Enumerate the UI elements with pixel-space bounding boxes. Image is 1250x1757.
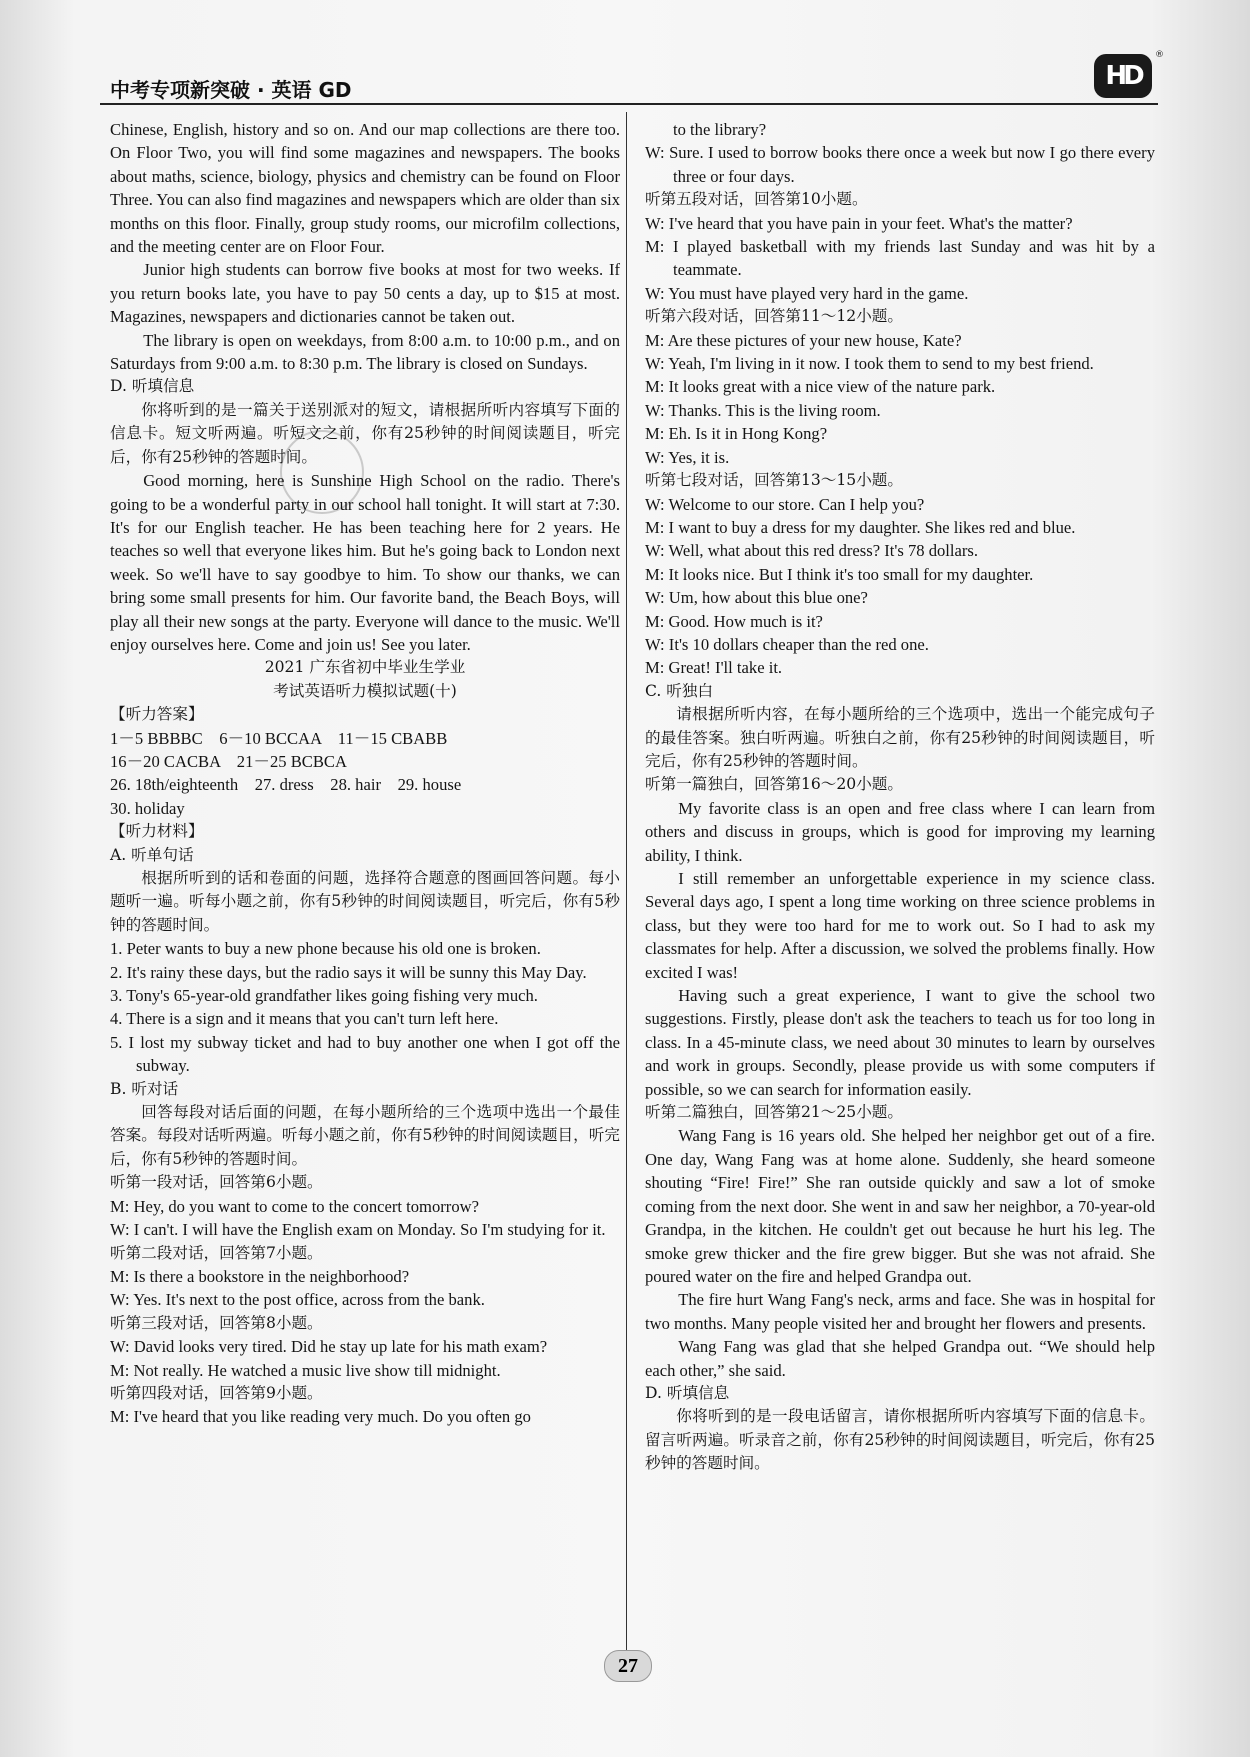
dialogue-heading: 听第五段对话，回答第10小题。	[645, 190, 868, 209]
left-column	[110, 118, 620, 1429]
right-column	[645, 118, 1155, 1476]
dialogue-line: M: Hey, do you want to come to the concert tomorrow?	[110, 1196, 479, 1216]
dialogue-line: W: Yes. It's next to the post office, across from the bank.	[110, 1290, 485, 1310]
section-heading: D. 听填信息	[110, 377, 195, 396]
running-header: 中考专项新突破 · 英语 GD	[110, 78, 352, 102]
instructions: 你将听到的是一篇关于送别派对的短文，请根据所听内容填写下面的信息卡。短文听两遍。听短文之前，你有25秒钟的时间阅读题目，听完后，你有25秒钟的答题时间。	[110, 400, 620, 466]
instructions: 你将听到的是一段电话留言，请你根据所听内容填写下面的信息卡。留言听两遍。听录音之前，你有25秒钟的时间阅读题目，听完后，你有25秒钟的答题时间。	[645, 1407, 1155, 1473]
paragraph: Wang Fang is 16 years old. She helped her neighbor get out of a fire. One day, Wang Fang was at home alone. Suddenly, she heard someone shouting “Fire! Fire!” She ran outside quickly and saw a lot of smoke coming from the next door. She went in and saw her neighbor, a 70-year-old Grandpa, in the kitchen. He couldn't get out because he hurt his leg. The smoke grew thicker and the fire grew bigger. But she was not afraid. She poured water on the fire and helped Grandpa out.	[645, 1126, 1155, 1286]
section-heading: A. 听单句话	[110, 845, 194, 864]
answers-heading: 【听力答案】	[110, 705, 204, 724]
dialogue-heading: 听第四段对话，回答第9小题。	[110, 1383, 323, 1402]
numbered-sentence: 2. It's rainy these days, but the radio says it will be sunny this May Day.	[110, 962, 587, 982]
answer-line: 30. holiday	[110, 798, 185, 818]
header-rule	[100, 103, 1158, 105]
dialogue-line: W: You must have played very hard in the game.	[645, 283, 969, 303]
numbered-sentence: 5. I lost my subway ticket and had to buy another one when I got off the subway.	[110, 1032, 620, 1076]
dialogue-line: W: Yeah, I'm living in it now. I took them to send to my best friend.	[645, 354, 1094, 374]
dialogue-line: to the library?	[673, 120, 767, 139]
dialogue-heading: 听第三段对话，回答第8小题。	[110, 1313, 323, 1332]
section-heading: B. 听对话	[110, 1079, 179, 1098]
dialogue-line: W: Well, what about this red dress? It's 78 dollars.	[645, 541, 979, 561]
paragraph: The library is open on weekdays, from 8:00 a.m. to 10:00 p.m., and on Saturdays from 9:00 a.m. to 8:30 p.m. The library is closed on Sundays.	[110, 330, 620, 374]
monologue-heading: 听第二篇独白，回答第21～25小题。	[645, 1103, 903, 1122]
dialogue-line: M: I've heard that you like reading very much. Do you often go	[110, 1407, 531, 1427]
paragraph: I still remember an unforgettable experience in my science class. Several days ago, I spent a long time working on three science problems in class, but they were too hard for me to work out. So I had to ask my classmates for help. After a discussion, we solved the problems finally. How excited I was!	[645, 869, 1155, 982]
paragraph: Chinese, English, history and so on. And our map collections are there too. On Floor Two, you will find some magazines and newspapers. The books about maths, science, biology, physics and chemistry can be found on Floor Three. You can also find magazines and newspapers which are older than six months on this floor. Finally, group study rooms, our microfilm collections, and the meeting center are on Floor Four.	[110, 120, 620, 257]
dialogue-line: W: It's 10 dollars cheaper than the red one.	[645, 634, 929, 654]
dialogue-line: M: I want to buy a dress for my daughter. She likes red and blue.	[645, 517, 1076, 537]
test-title-line-2: 考试英语听力模拟试题(十)	[273, 681, 457, 700]
dialogue-line: W: Welcome to our store. Can I help you?	[645, 494, 925, 514]
dialogue-line: M: It looks nice. But I think it's too small for my daughter.	[645, 564, 1034, 584]
dialogue-heading: 听第六段对话，回答第11～12小题。	[645, 307, 903, 326]
dialogue-heading: 听第一段对话，回答第6小题。	[110, 1173, 323, 1192]
dialogue-line: W: David looks very tired. Did he stay up late for his math exam?	[110, 1337, 548, 1357]
column-divider	[626, 112, 627, 1667]
section-heading: C. 听独白	[645, 681, 714, 700]
monologue-heading: 听第一篇独白，回答第16～20小题。	[645, 775, 903, 794]
registered-mark: ®	[1155, 50, 1164, 60]
answer-line: 16－20 CACBA 21－25 BCBCA	[110, 751, 347, 771]
dialogue-line: W: Um, how about this blue one?	[645, 588, 868, 608]
answer-line: 1－5 BBBBC 6－10 BCCAA 11－15 CBABB	[110, 728, 448, 748]
section-heading: D. 听填信息	[645, 1383, 730, 1402]
paragraph: My favorite class is an open and free class where I can learn from others and discuss in groups, which is good for improving my learning ability, I think.	[645, 798, 1155, 865]
instructions: 回答每段对话后面的问题，在每小题所给的三个选项中选出一个最佳答案。每段对话听两遍。听每小题之前，你有5秒钟的时间阅读题目，听完后，你有5秒钟的答题时间。	[110, 1103, 620, 1168]
paragraph: Wang Fang was glad that she helped Grandpa out. “We should help each other,” she said.	[645, 1337, 1155, 1380]
paragraph: The fire hurt Wang Fang's neck, arms and face. She was in hospital for two months. Many people visited her and brought her flowers and presents.	[645, 1290, 1155, 1333]
instructions: 根据所听到的话和卷面的问题，选择符合题意的图画回答问题。每小题听一遍。听每小题之前，你有5秒钟的时间阅读题目，听完后，你有5秒钟的答题时间。	[110, 869, 620, 934]
publisher-logo: HD	[1094, 54, 1152, 98]
dialogue-line: M: Are these pictures of your new house, Kate?	[645, 330, 962, 350]
test-title-line-1: 2021 广东省初中毕业生学业	[264, 658, 466, 677]
dialogue-line: W: I can't. I will have the English exam on Monday. So I'm studying for it.	[110, 1220, 606, 1240]
dialogue-line: W: Yes, it is.	[645, 447, 730, 467]
materials-heading: 【听力材料】	[110, 822, 204, 841]
dialogue-heading: 听第二段对话，回答第7小题。	[110, 1243, 323, 1262]
numbered-sentence: 1. Peter wants to buy a new phone because his old one is broken.	[110, 939, 541, 959]
numbered-sentence: 3. Tony's 65-year-old grandfather likes going fishing very much.	[110, 986, 538, 1006]
numbered-sentence: 4. There is a sign and it means that you can't turn left here.	[110, 1009, 499, 1029]
dialogue-line: M: Not really. He watched a music live show till midnight.	[110, 1360, 501, 1380]
dialogue-line: M: Great! I'll take it.	[645, 658, 783, 678]
paragraph: Junior high students can borrow five books at most for two weeks. If you return books late, you have to pay 50 cents a day, up to $15 at most. Magazines, newspapers and dictionaries cannot be taken out.	[110, 260, 620, 327]
answer-line: 26. 18th/eighteenth 27. dress 28. hair 29. house	[110, 775, 462, 795]
dialogue-line: W: Thanks. This is the living room.	[645, 400, 881, 420]
page-number: 27	[604, 1650, 652, 1682]
dialogue-line: W: Sure. I used to borrow books there once a week but now I go there every three or four days.	[645, 143, 1155, 186]
dialogue-line: M: I played basketball with my friends last Sunday and was hit by a teammate.	[645, 237, 1155, 280]
paragraph: Good morning, here is Sunshine High School on the radio. There's going to be a wonderful party in our school hall tonight. It will start at 7:30. It's for our English teacher. He has been teaching here for 2 years. He teaches so well that everyone likes him. But he's going back to London next week. So we'll have to say goodbye to him. To show our thanks, we can bring some small presents for him. Our favorite band, the Beach Boys, will play all their new songs at the party. Everyone will dance to the music. We'll enjoy ourselves here. Come and join us! See you later.	[110, 471, 620, 654]
dialogue-line: M: Eh. Is it in Hong Kong?	[645, 424, 828, 444]
dialogue-line: M: Is there a bookstore in the neighborhood?	[110, 1266, 410, 1286]
dialogue-line: W: I've heard that you have pain in your feet. What's the matter?	[645, 213, 1073, 233]
dialogue-heading: 听第七段对话，回答第13～15小题。	[645, 471, 903, 490]
dialogue-line: M: Good. How much is it?	[645, 611, 823, 631]
dialogue-line: M: It looks great with a nice view of the nature park.	[645, 377, 996, 397]
instructions: 请根据所听内容，在每小题所给的三个选项中，选出一个能完成句子的最佳答案。独白听两遍。听独白之前，你有25秒钟的时间阅读题目，听完后，你有25秒钟的答题时间。	[645, 705, 1155, 770]
paragraph: Having such a great experience, I want to give the school two suggestions. Firstly, please don't ask the teachers to teach us for too long in class. In a 45-minute class, we need about 30 minutes to learn by ourselves and work in groups. Secondly, please provide us with some computers if possible, so we can search for information easily.	[645, 986, 1155, 1099]
